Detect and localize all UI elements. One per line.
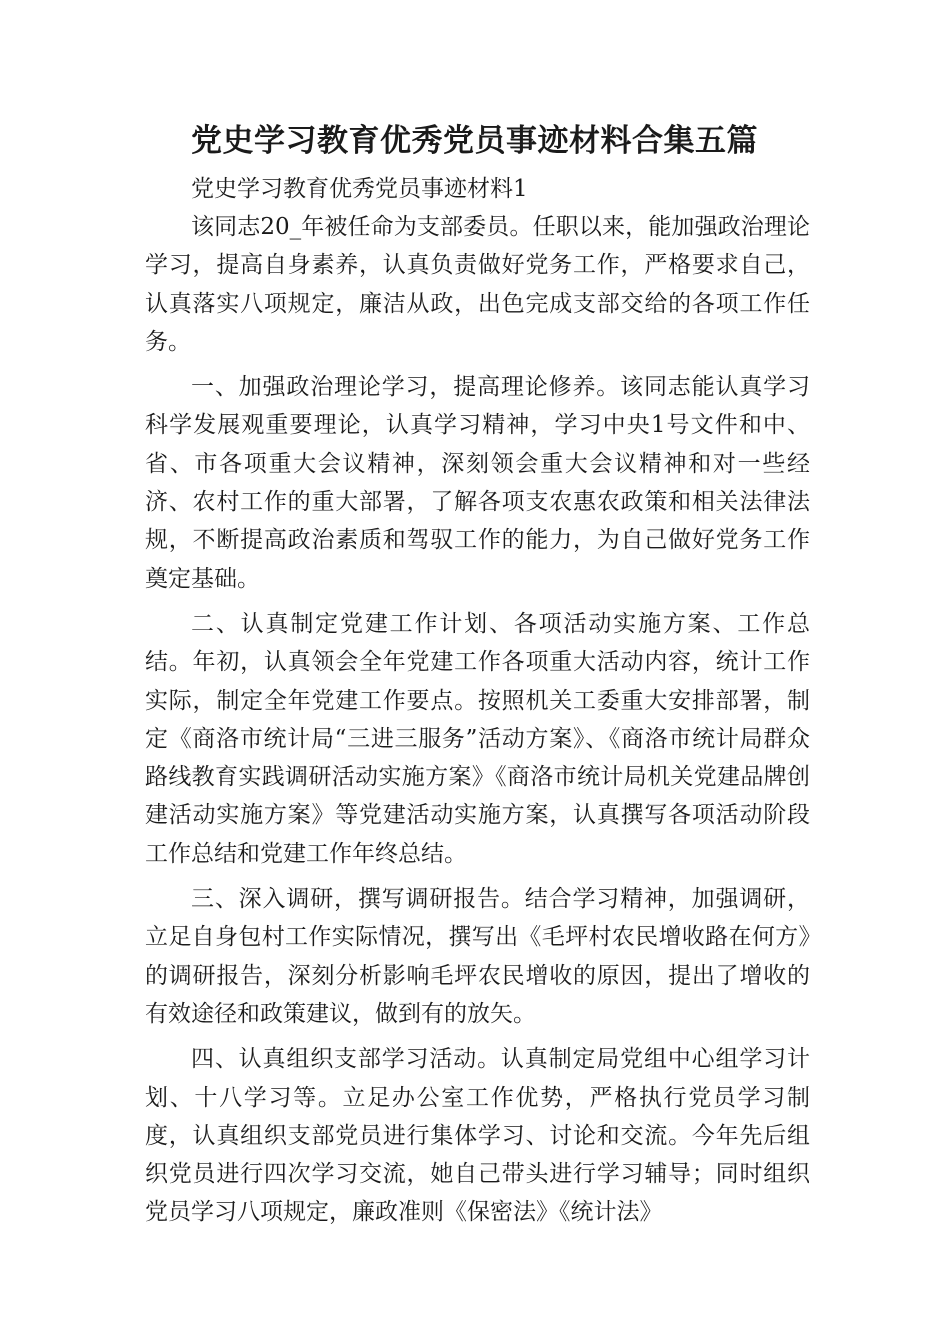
paragraph-intro: 该同志20_年被任命为支部委员。任职以来，能加强政治理论学习，提高自身素养，认真负责做好党务工作，严格要求自己，认真落实八项规定，廉洁从政，出色完成支部交给的各项工作任务。 [145,214,810,355]
document-subtitle: 党史学习教育优秀党员事迹材料1 [191,176,528,202]
paragraph-section-1: 一、加强政治理论学习，提高理论修养。该同志能认真学习科学发展观重要理论，认真学习精神，学习中央1号文件和中、省、市各项重大会议精神，深刻领会重大会议精神和对一些经济、农村工作的重大部署，了解各项支农惠农政策和相关法律法规，不断提高政治素质和驾驭工作的能力，为自己做好党务工作奠定基础。 [145,374,810,592]
paragraph-section-3: 三、深入调研，撰写调研报告。结合学习精神，加强调研，立足自身包村工作实际情况，撰写出《毛坪村农民增收路在何方》的调研报告，深刻分析影响毛坪农民增收的原因，提出了增收的有效途径和政策建议，做到有的放矢。 [145,886,810,1027]
paragraph-section-2: 二、认真制定党建工作计划、各项活动实施方案、工作总结。年初，认真领会全年党建工作各项重大活动内容，统计工作实际，制定全年党建工作要点。按照机关工委重大安排部署，制定《商洛市统计局“三进三服务”活动方案》、《商洛市统计局群众路线教育实践调研活动实施方案》《商洛市统计局机关党建品牌创建活动实施方案》等党建活动实施方案，认真撰写各项活动阶段工作总结和党建工作年终总结。 [145,610,810,867]
paragraph-section-4: 四、认真组织支部学习活动。认真制定局党组中心组学习计划、十八学习等。立足办公室工作优势，严格执行党员学习制度，认真组织支部党员进行集体学习、讨论和交流。今年先后组织党员进行四次学习交流，她自己带头进行学习辅导；同时组织党员学习八项规定，廉政准则《保密法》《统计法》 [145,1046,810,1226]
document-title: 党史学习教育优秀党员事迹材料合集五篇 [191,123,758,159]
document-page [145,118,810,1239]
